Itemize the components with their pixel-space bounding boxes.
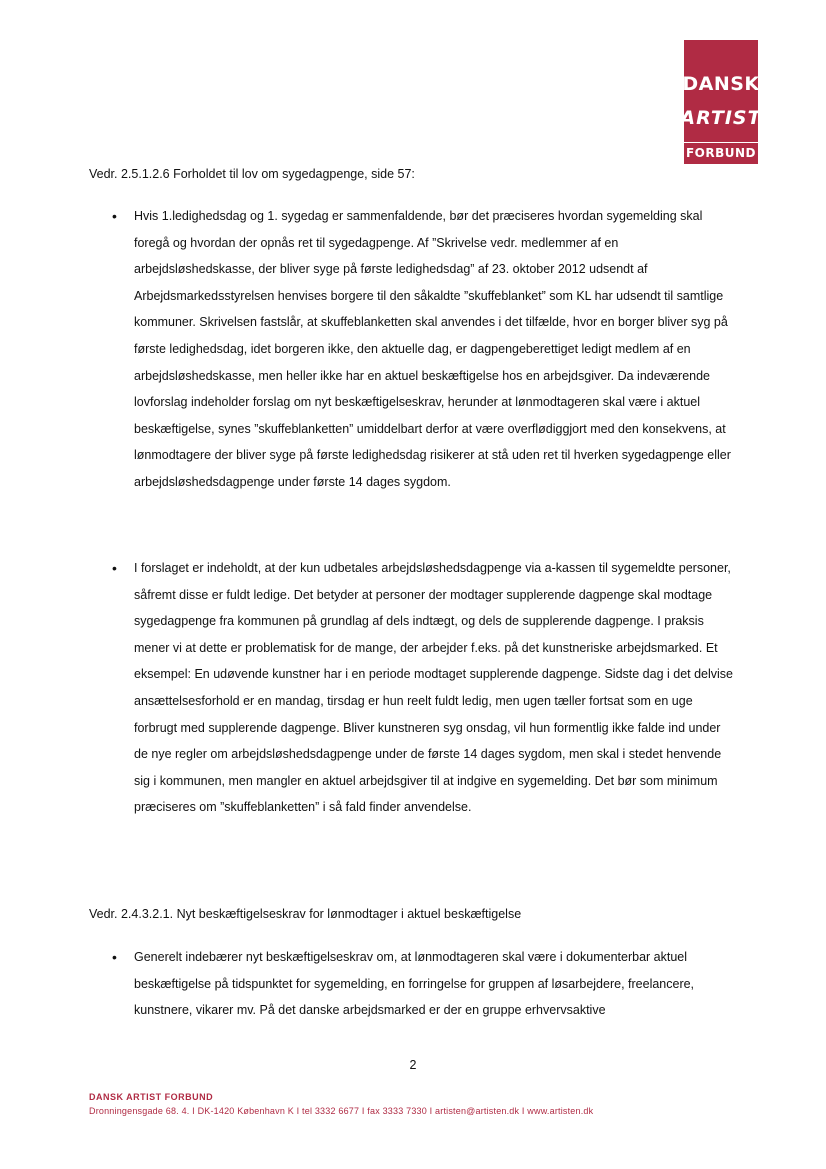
bullet-dot-icon: •	[112, 560, 117, 576]
bullet-item	[112, 555, 732, 821]
section-heading-1: Vedr. 2.5.1.2.6 Forholdet til lov om sygedagpenge, side 57:	[89, 167, 415, 181]
footer-organization: DANSK ARTIST FORBUND	[89, 1092, 214, 1102]
logo-line-3: FORBUND	[684, 142, 758, 160]
page-number: 2	[409, 1058, 417, 1072]
dansk-artist-forbund-logo	[680, 40, 762, 164]
logo-line-1: DANSK	[682, 73, 760, 95]
bullet-item	[112, 944, 732, 1024]
bullet-text: Generelt indebærer nyt beskæftigelseskrav om, at lønmodtageren skal være i dokumenterbar aktuel beskæftigelse på tidspunktet for sygemelding, en forringelse for gruppen af løsarbejdere, freelancere, kunstnere, vikarer mv. På det danske arbejdsmarked er der en gruppe erhvervsaktive	[134, 950, 695, 1018]
logo-line-2: ARTIST	[680, 107, 762, 129]
bullet-dot-icon: •	[112, 208, 117, 224]
section-heading-2: Vedr. 2.4.3.2.1. Nyt beskæftigelseskrav for lønmodtager i aktuel beskæftigelse	[89, 907, 522, 921]
bullet-text: Hvis 1.ledighedsdag og 1. sygedag er sammenfaldende, bør det præciseres hvordan sygemelding skal foregå og hvordan der opnås ret til sygedagpenge. Af ”Skrivelse vedr. medlemmer af en arbejdsløshedskasse, der bliver syge på første ledighedsdag” af 23. oktober 2012 udsendt af Arbejdsmarkedsstyrelsen henvises borgere til den såkaldte ”skuffeblanket” som KL har udsendt til samtlige kommuner. Skrivelsen fastslår, at skuffeblanketten skal anvendes i det tilfælde, hvor en borger bliver syg på første ledighedsdag, idet borgeren ikke, den aktuelle dag, er dagpengeberettiget ledigt medlem af en arbejdsløshedskasse, men heller ikke har en aktuel beskæftigelse hos en arbejdsgiver. Da indeværende lovforslag indeholder forslag om nyt beskæftigelseskrav, herunder at lønmodtageren skal være i aktuel beskæftigelse, synes ”skuffeblanketten” umiddelbart derfor at være overflødiggjort med den konsekvens, at lønmodtagere der bliver syge på første ledighedsdag risikerer at stå uden ret til hverken sygedagpenge eller arbejdsløshedsdagpenge under første 14 dages sygdom.	[134, 209, 731, 489]
bullet-text: I forslaget er indeholdt, at der kun udbetales arbejdsløshedsdagpenge via a-kassen til sygemeldte personer, såfremt disse er fuldt ledige. Det betyder at personer der modtager supplerende dagpenge skal modtage sygedagpenge fra kommunen på grundlag af dels indtægt, og dels de supplerende dagpenge. I praksis mener vi at dette er problematisk for de mange, der arbejder f.eks. på det kunstneriske arbejdsmarked. Et eksempel: En udøvende kunstner har i en periode modtaget supplerende dagpenge. Sidste dag i det delvise ansættelsesforhold er en mandag, tirsdag er hun reelt fuldt ledig, men ugen tæller fortsat som en uge forbrugt med supplerende dagpenge. Bliver kunstneren syg onsdag, vil hun formentlig ikke falde ind under de nye regler om arbejdsløshedsdagpenge under de første 14 dages sygdom, men skal i stedet henvende sig i kommunen, men mangler en aktuel arbejdsgiver til at indgive en sygemelding. Det bør som minimum præciseres om ”skuffeblanketten” i så fald finder anvendelse.	[134, 561, 734, 815]
bullet-item	[112, 203, 732, 496]
bullet-dot-icon: •	[112, 949, 117, 965]
footer-address: Dronningensgade 68. 4. I DK-1420 København K I tel 3332 6677 I fax 3333 7330 I artisten@artisten.dk I www.artisten.dk	[89, 1106, 594, 1116]
